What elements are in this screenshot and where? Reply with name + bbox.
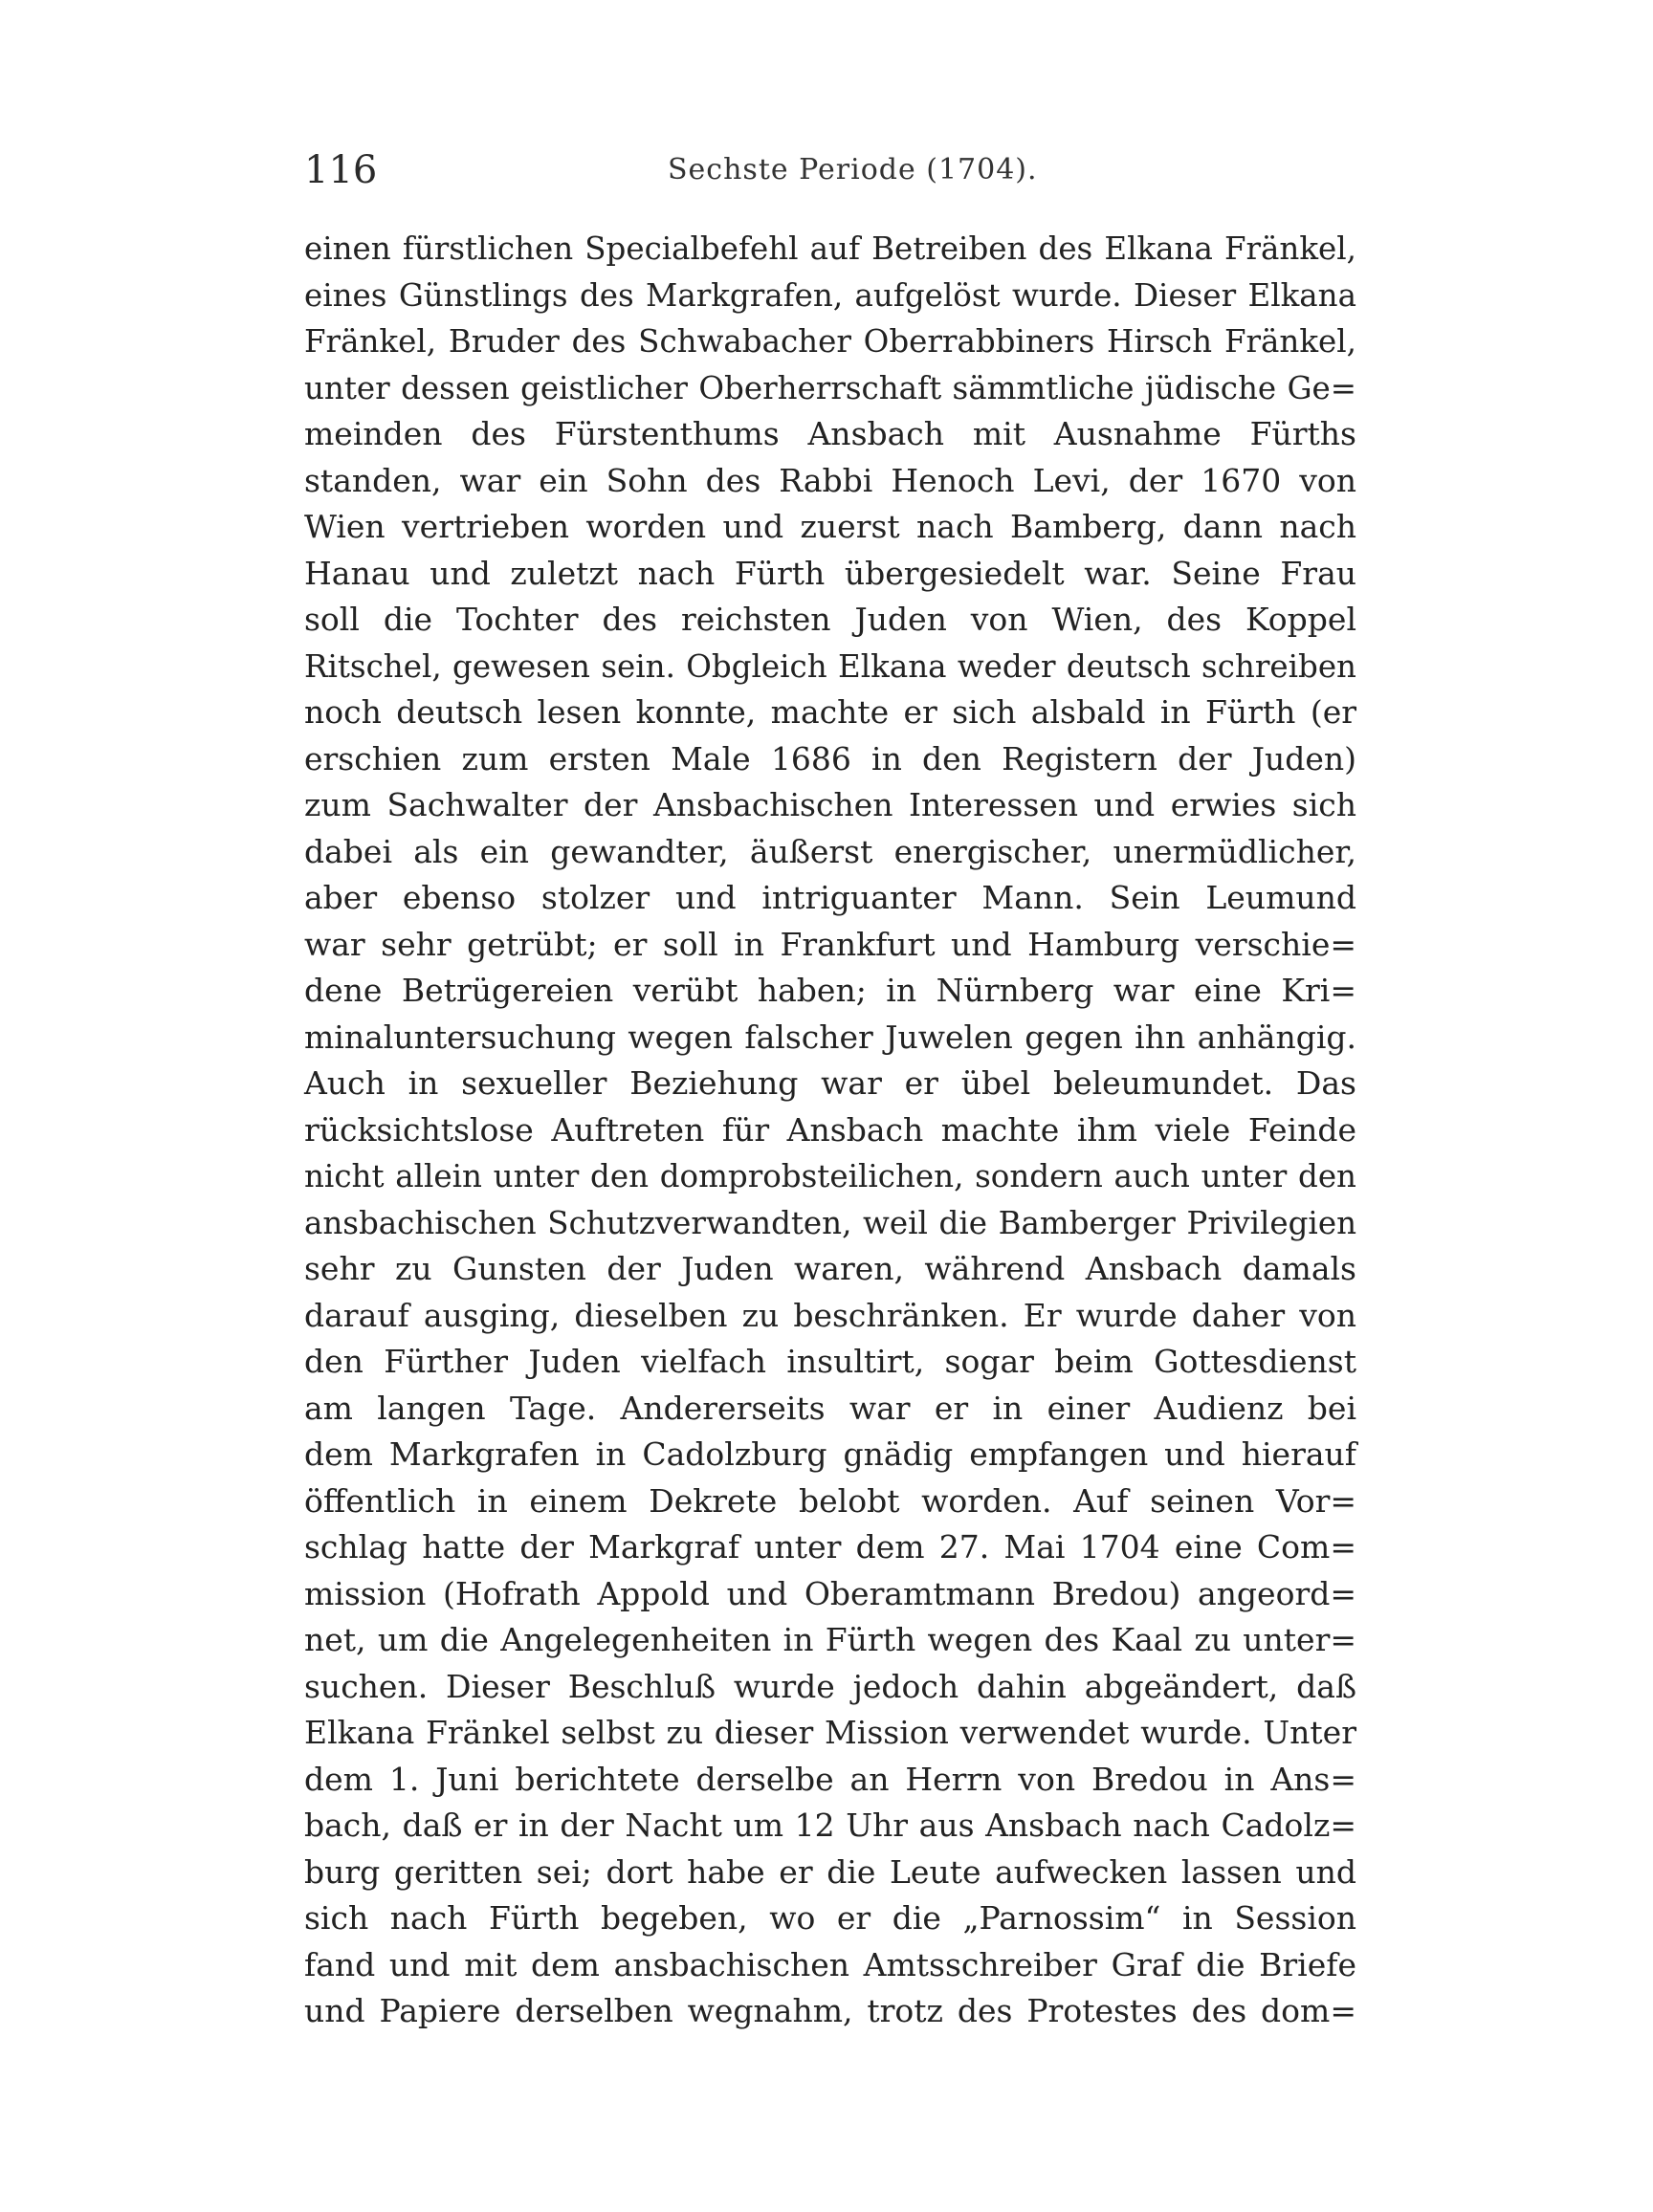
page-header [304, 145, 1356, 195]
text-line: dene Betrügereien verübt haben; in Nürnberg war eine Kri= [304, 972, 1356, 1009]
text-line: ansbachischen Schutzverwandten, weil die Bamberger Privilegien [304, 1204, 1356, 1241]
text-line: minaluntersuchung wegen falscher Juwelen gegen ihn anhängig. [304, 1018, 1356, 1056]
text-line: eines Günstlings des Markgrafen, aufgelöst wurde. Dieser Elkana [304, 276, 1356, 314]
text-line: darauf ausging, dieselben zu beschränken. Er wurde daher von [304, 1296, 1356, 1334]
text-line: noch deutsch lesen konnte, machte er sich alsbald in Fürth (er [304, 693, 1356, 731]
text-line: mission (Hofrath Appold und Oberamtmann Bredou) angeord= [304, 1574, 1356, 1612]
text-line: meinden des Fürstenthums Ansbach mit Ausnahme Fürths [304, 415, 1356, 452]
text-line: Elkana Fränkel selbst zu dieser Mission verwendet wurde. Unter [304, 1714, 1356, 1751]
text-line: suchen. Dieser Beschluß wurde jedoch dahin abgeändert, daß [304, 1667, 1356, 1705]
text-line: erschien zum ersten Male 1686 in den Registern der Juden) [304, 739, 1356, 777]
text-line: Hanau und zuletzt nach Fürth übergesiedelt war. Seine Frau [304, 554, 1356, 592]
text-line: Ritschel, gewesen sein. Obgleich Elkana weder deutsch schreiben [304, 647, 1356, 685]
text-line: Auch in sexueller Beziehung war er übel beleumundet. Das [304, 1064, 1356, 1102]
text-line: nicht allein unter den domprobsteilichen, sondern auch unter den [304, 1158, 1356, 1194]
text-line: rücksichtslose Auftreten für Ansbach machte ihm viele Feinde [304, 1110, 1356, 1149]
text-line: schlag hatte der Markgraf unter dem 27. Mai 1704 eine Com= [304, 1528, 1356, 1566]
text-line: burg geritten sei; dort habe er die Leute aufwecken lassen und [304, 1852, 1356, 1891]
text-line: soll die Tochter des reichsten Juden von Wien, des Koppel [304, 601, 1356, 638]
text-line: am langen Tage. Andererseits war er in einer Audienz bei [304, 1389, 1356, 1427]
text-line: dem Markgrafen in Cadolzburg gnädig empfangen und hierauf [304, 1435, 1356, 1473]
text-line: net, um die Angelegenheiten in Fürth wegen des Kaal zu unter= [304, 1621, 1356, 1658]
text-line: dabei als ein gewandter, äußerst energischer, unermüdlicher, [304, 832, 1356, 870]
running-head: Sechste Periode (1704). [668, 153, 1038, 186]
text-line: standen, war ein Sohn des Rabbi Henoch Levi, der 1670 von [304, 461, 1356, 499]
text-line: fand und mit dem ansbachischen Amtsschreiber Graf die Briefe [304, 1945, 1356, 1983]
text-line: bach, daß er in der Nacht um 12 Uhr aus Ansbach nach Cadolz= [304, 1807, 1356, 1844]
text-line: öffentlich in einem Dekrete belobt worden. Auf seinen Vor= [304, 1481, 1356, 1520]
text-line: sich nach Fürth begeben, wo er die „Parnossim“ in Session [304, 1899, 1356, 1937]
text-line: sehr zu Gunsten der Juden waren, während Ansbach damals [304, 1250, 1356, 1287]
text-line: und Papiere derselben wegnahm, trotz des Protestes des dom= [304, 1992, 1356, 2029]
text-line: einen fürstlichen Specialbefehl auf Betreiben des Elkana Fränkel, [304, 230, 1356, 267]
text-line: aber ebenso stolzer und intriguanter Mann. Sein Leumund [304, 879, 1356, 916]
body-text [304, 226, 1356, 2035]
text-line: Fränkel, Bruder des Schwabacher Oberrabbiners Hirsch Fränkel, [304, 323, 1356, 360]
text-line: dem 1. Juni berichtete derselbe an Herrn von Bredou in Ans= [304, 1760, 1356, 1798]
text-line: unter dessen geistlicher Oberherrschaft sämmtliche jüdische Ge= [304, 369, 1356, 406]
text-line: den Fürther Juden vielfach insultirt, sogar beim Gottesdienst [304, 1343, 1356, 1380]
text-line: Wien vertrieben worden und zuerst nach Bamberg, dann nach [304, 508, 1356, 545]
page-number: 116 [304, 148, 378, 192]
text-line: war sehr getrübt; er soll in Frankfurt und Hamburg verschie= [304, 925, 1356, 963]
text-line: zum Sachwalter der Ansbachischen Interessen und erwies sich [304, 786, 1356, 823]
